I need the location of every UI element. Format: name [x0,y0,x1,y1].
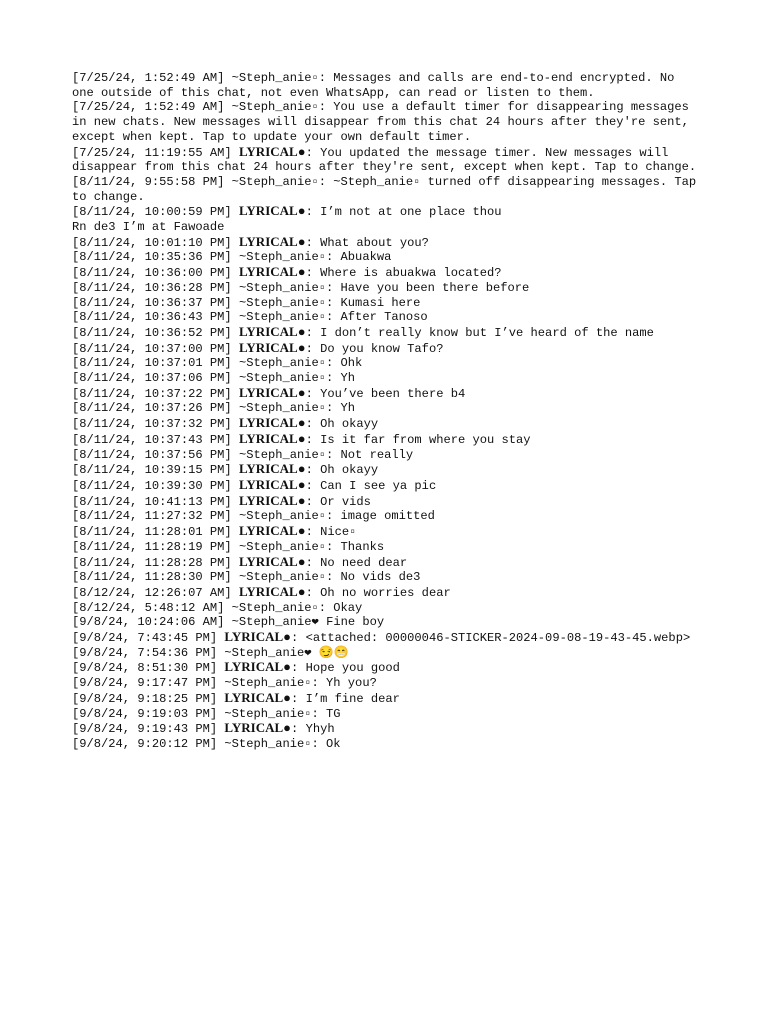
message-separator: : [318,600,334,615]
chat-message [72,660,700,676]
message-text: Yh you? [326,676,377,691]
message-timestamp: [8/11/24, 11:28:30 PM] [72,570,232,585]
message-sender: ~Steph_anie❤ [231,615,319,630]
message-timestamp: [8/12/24, 5:48:12 AM] [72,600,225,615]
message-timestamp: [7/25/24, 1:52:49 AM] [72,100,225,115]
message-text: Not really [340,447,414,462]
chat-message [72,401,700,416]
message-sender: ~Steph_anie▫ [238,401,327,416]
message-sender: LYRICAL● [238,415,306,431]
message-separator: : [326,509,341,524]
chat-message [72,478,700,494]
message-separator: : [305,463,321,478]
message-separator: : [291,691,306,706]
message-text: Or vids [320,494,371,509]
message-timestamp: [8/12/24, 12:26:07 AM] [72,585,232,600]
message-text: You use a default timer for disappearing messages in new chats. New messages will disappear from this chat 24 hours after they're sent, except when kept. Tap to update your own default timer. [72,100,697,144]
message-timestamp: [9/8/24, 9:20:12 PM] [72,736,218,751]
message-text: Okay [333,600,363,615]
message-timestamp: [9/8/24, 7:54:36 PM] [72,645,218,660]
chat-message [72,145,700,175]
message-sender: LYRICAL● [224,659,292,675]
message-separator: : [311,706,327,721]
chat-message [72,386,700,402]
message-sender: ~Steph_anie▫ [231,100,319,115]
message-timestamp: [8/11/24, 10:37:00 PM] [72,341,232,356]
message-sender: ~Steph_anie▫ [224,676,312,691]
message-text: <attached: 00000046-STICKER-2024-09-08-19-43-45.webp> [305,631,691,646]
chat-message [72,737,700,752]
message-text: TG [326,706,341,721]
message-timestamp: [9/8/24, 7:43:45 PM] [72,631,218,646]
message-text: Where is abuakwa located? [320,266,502,281]
message-separator: : [326,570,341,585]
message-separator: : [305,325,321,340]
message-separator [319,615,326,629]
message-sender: LYRICAL● [238,476,306,492]
message-separator: : [305,417,321,432]
message-sender: ~Steph_anie▫ [238,250,327,265]
chat-message [72,281,700,296]
message-timestamp: [8/11/24, 11:28:28 PM] [72,555,232,570]
message-text: Hope you good [305,661,400,676]
message-separator: : [326,447,341,462]
message-sender: ~Steph_anie▫ [238,295,327,310]
message-text: I’m not at one place thou Rn de3 I’m at Fawoade [72,205,502,235]
message-text: Messages and calls are end-to-end encrypted. No one outside of this chat, not even WhatsApp, can read or listen to them. [72,71,682,100]
chat-message [72,448,700,463]
chat-message [72,676,700,691]
message-sender: LYRICAL● [238,264,306,280]
message-sender: ~Steph_anie▫ [231,174,319,189]
message-sender: LYRICAL● [238,233,306,249]
message-text: I don’t really know but I’ve heard of the name [320,325,654,340]
message-separator: : [291,722,306,737]
chat-message [72,691,700,707]
message-sender: LYRICAL● [224,689,292,705]
message-text: No vids de3 [340,570,421,585]
message-text: Do you know Tafo? [320,341,444,356]
message-text: I’m fine dear [305,691,400,706]
message-separator: : [305,341,321,356]
message-separator: : [305,432,321,447]
chat-message [72,341,700,357]
message-timestamp: [8/11/24, 10:37:01 PM] [72,356,232,371]
chat-message [72,707,700,722]
message-separator: : [311,676,327,691]
message-timestamp: [8/11/24, 10:37:56 PM] [72,447,232,462]
message-text: Nice▫ [320,525,357,540]
message-timestamp: [8/11/24, 10:36:37 PM] [72,295,232,310]
message-text: 😏😁 [318,645,349,660]
message-text: No need dear [320,555,408,570]
message-sender: LYRICAL● [238,339,306,355]
message-timestamp: [9/8/24, 9:19:03 PM] [72,706,218,721]
chat-message [72,630,700,646]
chat-message [72,646,700,661]
message-sender: ~Steph_anie▫ [238,280,327,295]
message-timestamp: [8/11/24, 11:28:01 PM] [72,525,232,540]
message-separator: : [318,100,334,115]
message-separator: : [326,250,341,265]
message-sender: ~Steph_anie❤ [224,645,312,660]
message-sender: ~Steph_anie▫ [238,310,327,325]
message-separator: : [305,205,321,220]
chat-message [72,325,700,341]
message-separator: : [291,661,306,676]
message-text: Kumasi here [340,295,421,310]
message-separator: : [305,478,321,493]
message-sender: LYRICAL● [238,143,306,159]
message-sender: LYRICAL● [238,492,306,508]
chat-message [72,585,700,601]
message-text: What about you? [320,235,429,250]
message-separator: : [326,295,341,310]
message-timestamp: [8/11/24, 10:01:10 PM] [72,235,232,250]
message-text: You’ve been there b4 [320,386,466,401]
chat-message [72,462,700,478]
message-text: Have you been there before [340,280,530,295]
chat-message [72,356,700,371]
message-timestamp: [8/11/24, 10:41:13 PM] [72,494,232,509]
message-separator: : [305,235,321,250]
message-sender: ~Steph_anie▫ [238,447,327,462]
message-sender: LYRICAL● [238,384,306,400]
message-text: Abuakwa [340,250,392,265]
message-timestamp: [9/8/24, 10:24:06 AM] [72,615,225,630]
chat-message [72,71,700,100]
message-timestamp: [8/11/24, 11:27:32 PM] [72,509,232,524]
message-timestamp: [9/8/24, 8:51:30 PM] [72,661,218,676]
chat-message [72,296,700,311]
message-sender: ~Steph_anie▫ [238,539,327,554]
message-text: Oh okayy [320,463,379,478]
message-sender: ~Steph_anie▫ [231,600,319,615]
chat-message [72,416,700,432]
chat-message [72,100,700,144]
message-separator: : [305,266,321,281]
message-text: Ohk [340,356,363,371]
chat-message [72,235,700,251]
message-timestamp: [8/11/24, 10:36:52 PM] [72,325,232,340]
chat-message [72,555,700,571]
message-timestamp: [8/11/24, 10:39:15 PM] [72,463,232,478]
chat-message [72,174,704,204]
message-timestamp: [9/8/24, 9:18:25 PM] [72,691,218,706]
message-sender: LYRICAL● [238,203,306,219]
message-text: Yhyh [305,722,335,737]
message-sender: ~Steph_anie▫ [238,570,327,585]
message-timestamp: [8/11/24, 10:35:36 PM] [72,250,232,265]
chat-message [72,721,700,737]
message-sender: ~Steph_anie▫ [224,736,312,751]
chat-message [72,371,700,386]
message-separator: : [291,631,306,646]
message-sender: LYRICAL● [238,583,306,599]
message-timestamp: [8/11/24, 10:36:43 PM] [72,310,232,325]
message-separator: : [305,555,321,570]
chat-message [72,265,700,281]
chat-message [72,524,700,540]
message-timestamp: [8/11/24, 10:36:28 PM] [72,280,232,295]
message-text: ~Steph_anie▫ turned off disappearing messages. Tap to change. [72,174,704,204]
chat-message [72,615,700,630]
message-text: Oh okayy [320,417,379,432]
chat-message [72,432,700,448]
message-timestamp: [9/8/24, 9:19:43 PM] [72,722,218,737]
chat-message [72,250,700,265]
message-text: Yh [340,401,356,416]
message-sender: ~Steph_anie▫ [238,509,327,524]
chat-message [72,310,700,325]
message-timestamp: [8/11/24, 10:36:00 PM] [72,266,232,281]
message-separator: : [326,539,341,554]
message-separator: : [318,71,334,85]
message-sender: ~Steph_anie▫ [231,71,319,85]
message-timestamp: [8/11/24, 10:37:43 PM] [72,432,232,447]
message-text: image omitted [340,509,435,524]
message-separator: : [318,174,334,189]
message-separator: : [305,145,321,160]
message-sender: LYRICAL● [238,553,306,569]
message-separator: : [326,310,341,325]
message-sender: ~Steph_anie▫ [224,706,312,721]
chat-message [72,540,700,555]
message-text: Yh [340,371,356,386]
message-separator: : [326,280,341,295]
message-timestamp: [8/11/24, 10:37:26 PM] [72,401,232,416]
message-sender: ~Steph_anie▫ [238,371,327,386]
chat-message [72,509,700,524]
message-sender: LYRICAL● [238,430,306,446]
message-sender: LYRICAL● [238,461,306,477]
message-separator: : [305,386,321,401]
message-sender: ~Steph_anie▫ [238,356,327,371]
message-text: Ok [326,736,341,751]
chat-message [72,570,700,585]
message-separator: : [311,736,327,751]
message-text: After Tanoso [340,310,428,325]
message-sender: LYRICAL● [224,629,292,645]
message-timestamp: [8/11/24, 9:55:58 PM] [72,174,225,189]
chat-transcript [72,71,704,752]
chat-message [72,494,700,510]
message-text: Can I see ya pic [320,478,437,493]
message-text: You updated the message timer. New messages will disappear from this chat 24 hours after they're sent, except when kept. Tap to change. [72,145,697,175]
chat-message [72,204,700,234]
message-sender: LYRICAL● [238,323,306,339]
chat-message [72,601,700,616]
message-timestamp: [8/11/24, 10:00:59 PM] [72,205,232,220]
message-timestamp: [8/11/24, 10:37:22 PM] [72,386,232,401]
message-timestamp: [8/11/24, 10:39:30 PM] [72,478,232,493]
message-separator: : [305,585,321,600]
message-text: Fine boy [326,615,385,630]
message-separator: : [326,356,341,371]
message-text: Is it far from where you stay [320,432,531,447]
message-timestamp: [8/11/24, 10:37:32 PM] [72,417,232,432]
message-sender: LYRICAL● [224,720,292,736]
message-timestamp: [8/11/24, 10:37:06 PM] [72,371,232,386]
message-timestamp: [7/25/24, 1:52:49 AM] [72,71,225,85]
message-sender: LYRICAL● [238,523,306,539]
message-text: Thanks [340,539,385,554]
message-text: Oh no worries dear [320,585,451,600]
message-separator: : [305,494,321,509]
message-separator [312,646,319,660]
message-separator: : [305,525,321,540]
message-timestamp: [8/11/24, 11:28:19 PM] [72,539,232,554]
message-timestamp: [9/8/24, 9:17:47 PM] [72,676,218,691]
message-separator: : [326,371,341,386]
message-timestamp: [7/25/24, 11:19:55 AM] [72,145,232,160]
message-separator: : [326,401,341,416]
